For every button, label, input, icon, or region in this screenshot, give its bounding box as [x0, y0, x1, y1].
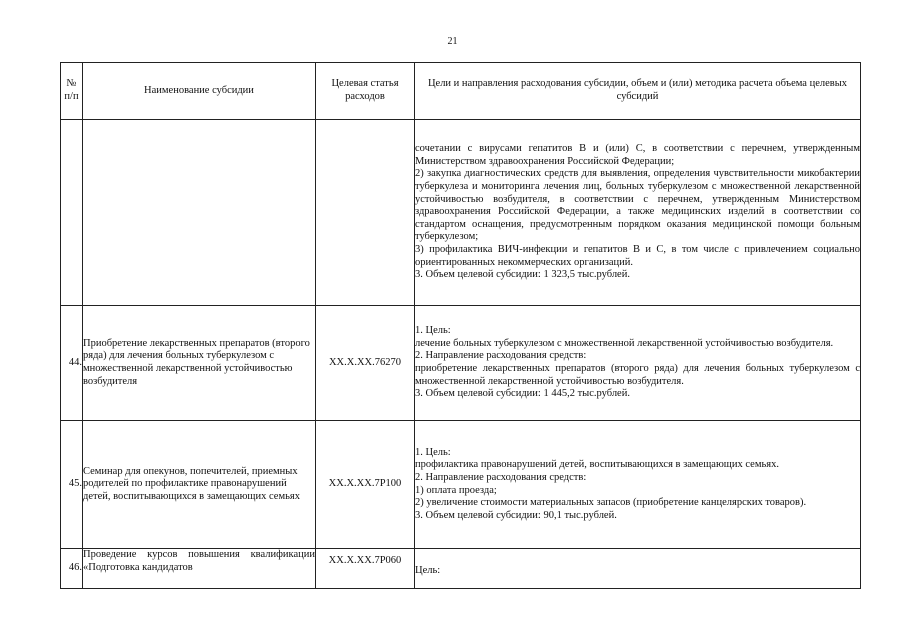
goal-line: 2. Направление расходования средств:: [415, 350, 587, 362]
header-goals: Цели и направления расходования субсидии, объем и (или) методика расчета объема целевых субсидий: [415, 63, 861, 120]
goal-line: 2) увеличение стоимости материальных запасов (приобретение канцелярских товаров).: [415, 497, 807, 509]
goals-cell: [415, 306, 861, 421]
subsidy-name: Проведение курсов повышения квалификации «Подготовка кандидатов: [83, 549, 316, 589]
table-row: [61, 120, 861, 306]
subsidy-name: Семинар для опекунов, попечителей, приемных родителей по профилактике правонарушений детей, воспитывающихся в замещающих семьях: [83, 421, 316, 549]
subsidy-name: Приобретение лекарственных препаратов (второго ряда) для лечения больных туберкулезом с множественной лекарственной устойчивостью возбудителя: [83, 306, 316, 421]
goal-line: 2. Направление расходования средств:: [415, 471, 587, 483]
target-article-code: XX.X.XX.7P100: [316, 421, 415, 549]
target-article-code: XX.X.XX.7P060: [316, 549, 415, 589]
goal-line: 2) закупка диагностических средств для выявления, определения чувствительности микобактерии туберкулеза и мониторинга лечения лиц, больных туберкулезом с множественной лекарственной устойчивостью возбудителя, в соответствии с перечнем, утвержденным Министерством здравоохранения Российской Федерации, а также медицинских изделий в соответствии со стандартом оснащения, предусмотренным порядком оказания медицинской помощи больным туберкулезом;: [415, 168, 860, 243]
goal-line: 1. Цель:: [415, 446, 451, 458]
table-row: [61, 549, 861, 589]
goal-line: 1) оплата проезда;: [415, 484, 497, 496]
subsidy-table: [60, 62, 861, 589]
goal-line: сочетании с вирусами гепатитов В и (или) С, в соответствии с перечнем, утвержденным Министерством здравоохранения Российской Федерации;: [415, 143, 860, 167]
table-row: [61, 421, 861, 549]
header-target-article: Целевая статья расходов: [316, 63, 415, 120]
goal-line: приобретение лекарственных препаратов (второго ряда) для лечения больных туберкулезом с множественной лекарственной устойчивостью возбудителя.: [415, 363, 860, 387]
goal-line: профилактика правонарушений детей, воспитывающихся в замещающих семьях.: [415, 459, 779, 471]
goal-line: 1. Цель:: [415, 325, 451, 337]
header-subsidy-name: Наименование субсидии: [83, 63, 316, 120]
target-article-code: XX.X.XX.76270: [316, 306, 415, 421]
goal-line: 3. Объем целевой субсидии: 90,1 тыс.рублей.: [415, 509, 617, 521]
goal-line: Цель:: [415, 565, 441, 577]
header-number: № п/п: [61, 63, 83, 120]
subsidy-name: [83, 120, 316, 306]
goal-line: 3. Объем целевой субсидии: 1 323,5 тыс.рублей.: [415, 269, 630, 281]
goal-line: 3) профилактика ВИЧ-инфекции и гепатитов В и С, в том числе с привлечением социально ориентированных некоммерческих организаций.: [415, 243, 860, 268]
row-number: 44.: [61, 306, 83, 421]
table-header-row: [61, 63, 861, 120]
table-row: [61, 306, 861, 421]
goals-cell: [415, 549, 861, 589]
goals-cell: [415, 120, 861, 306]
row-number: 45.: [61, 421, 83, 549]
goal-line: 3. Объем целевой субсидии: 1 445,2 тыс.рублей.: [415, 388, 630, 400]
row-number: 46.: [61, 549, 83, 589]
page-number: 21: [447, 36, 458, 47]
target-article-code: [316, 120, 415, 306]
goals-cell: [415, 421, 861, 549]
goal-line: лечение больных туберкулезом с множественной лекарственной устойчивостью возбудителя.: [415, 337, 834, 349]
row-number: [61, 120, 83, 306]
